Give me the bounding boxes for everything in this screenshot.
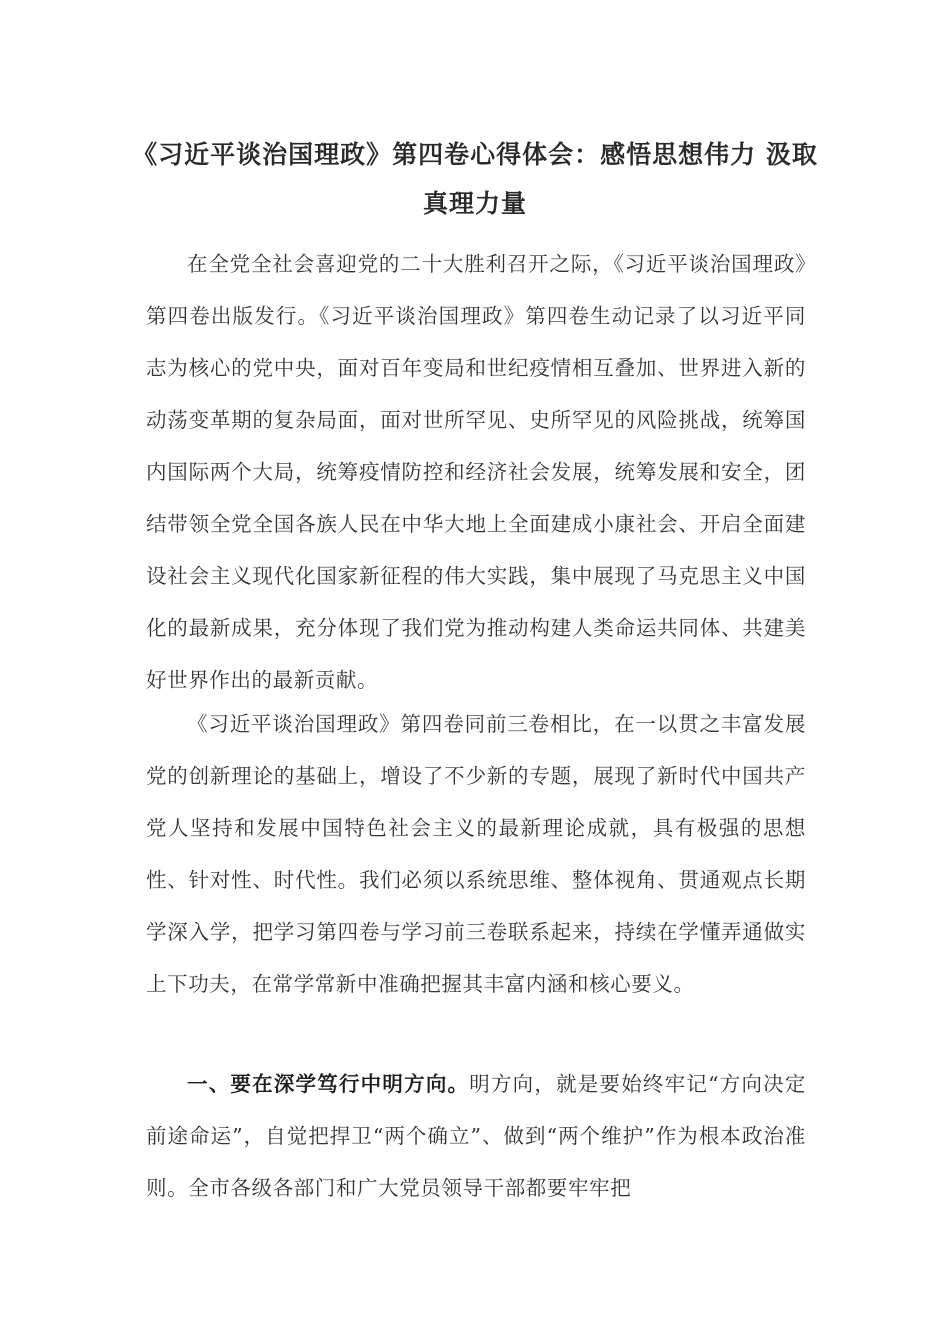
paragraph-1 [146,238,806,706]
paragraph-3 [146,1058,806,1214]
document-title: 《习近平谈治国理政》第四卷心得体会：感悟思想伟力 汲取真理力量 [132,140,818,218]
paragraph-2 [146,698,806,1010]
paragraph-1-text: 在全党全社会喜迎党的二十大胜利召开之际，《习近平谈治国理政》第四卷出版发行。《习近平谈治国理政》第四卷生动记录了以习近平同志为核心的党中央，面对百年变局和世纪疫情相互叠加、世界进入新的动荡变革期的复杂局面，面对世所罕见、史所罕见的风险挑战，统筹国内国际两个大局，统筹疫情防控和经济社会发展，统筹发展和安全，团结带领全党全国各族人民在中华大地上全面建成小康社会、开启全面建设社会主义现代化国家新征程的伟大实践，集中展现了马克思主义中国化的最新成果，充分体现了我们党为推动构建人类命运共同体、共建美好世界作出的最新贡献。 [146,252,806,692]
section-heading-1: 一、要在深学笃行中明方向。 [187,1072,470,1096]
paragraph-2-text: 《习近平谈治国理政》第四卷同前三卷相比，在一以贯之丰富发展党的创新理论的基础上，增设了不少新的专题，展现了新时代中国共产党人坚持和发展中国特色社会主义的最新理论成就，具有极强的思想性、针对性、时代性。我们必须以系统思维、整体视角、贯通观点长期学深入学，把学习第四卷与学习前三卷联系起来，持续在学懂弄通做实上下功夫，在常学常新中准确把握其丰富内涵和核心要义。 [146,712,806,996]
paragraph-3-text: 明方向，就是要始终牢记“方向决定前途命运”，自觉把捍卫“两个确立”、做到“两个维护”作为根本政治准则。全市各级各部门和广大党员领导干部都要牢牢把 [146,1072,806,1200]
